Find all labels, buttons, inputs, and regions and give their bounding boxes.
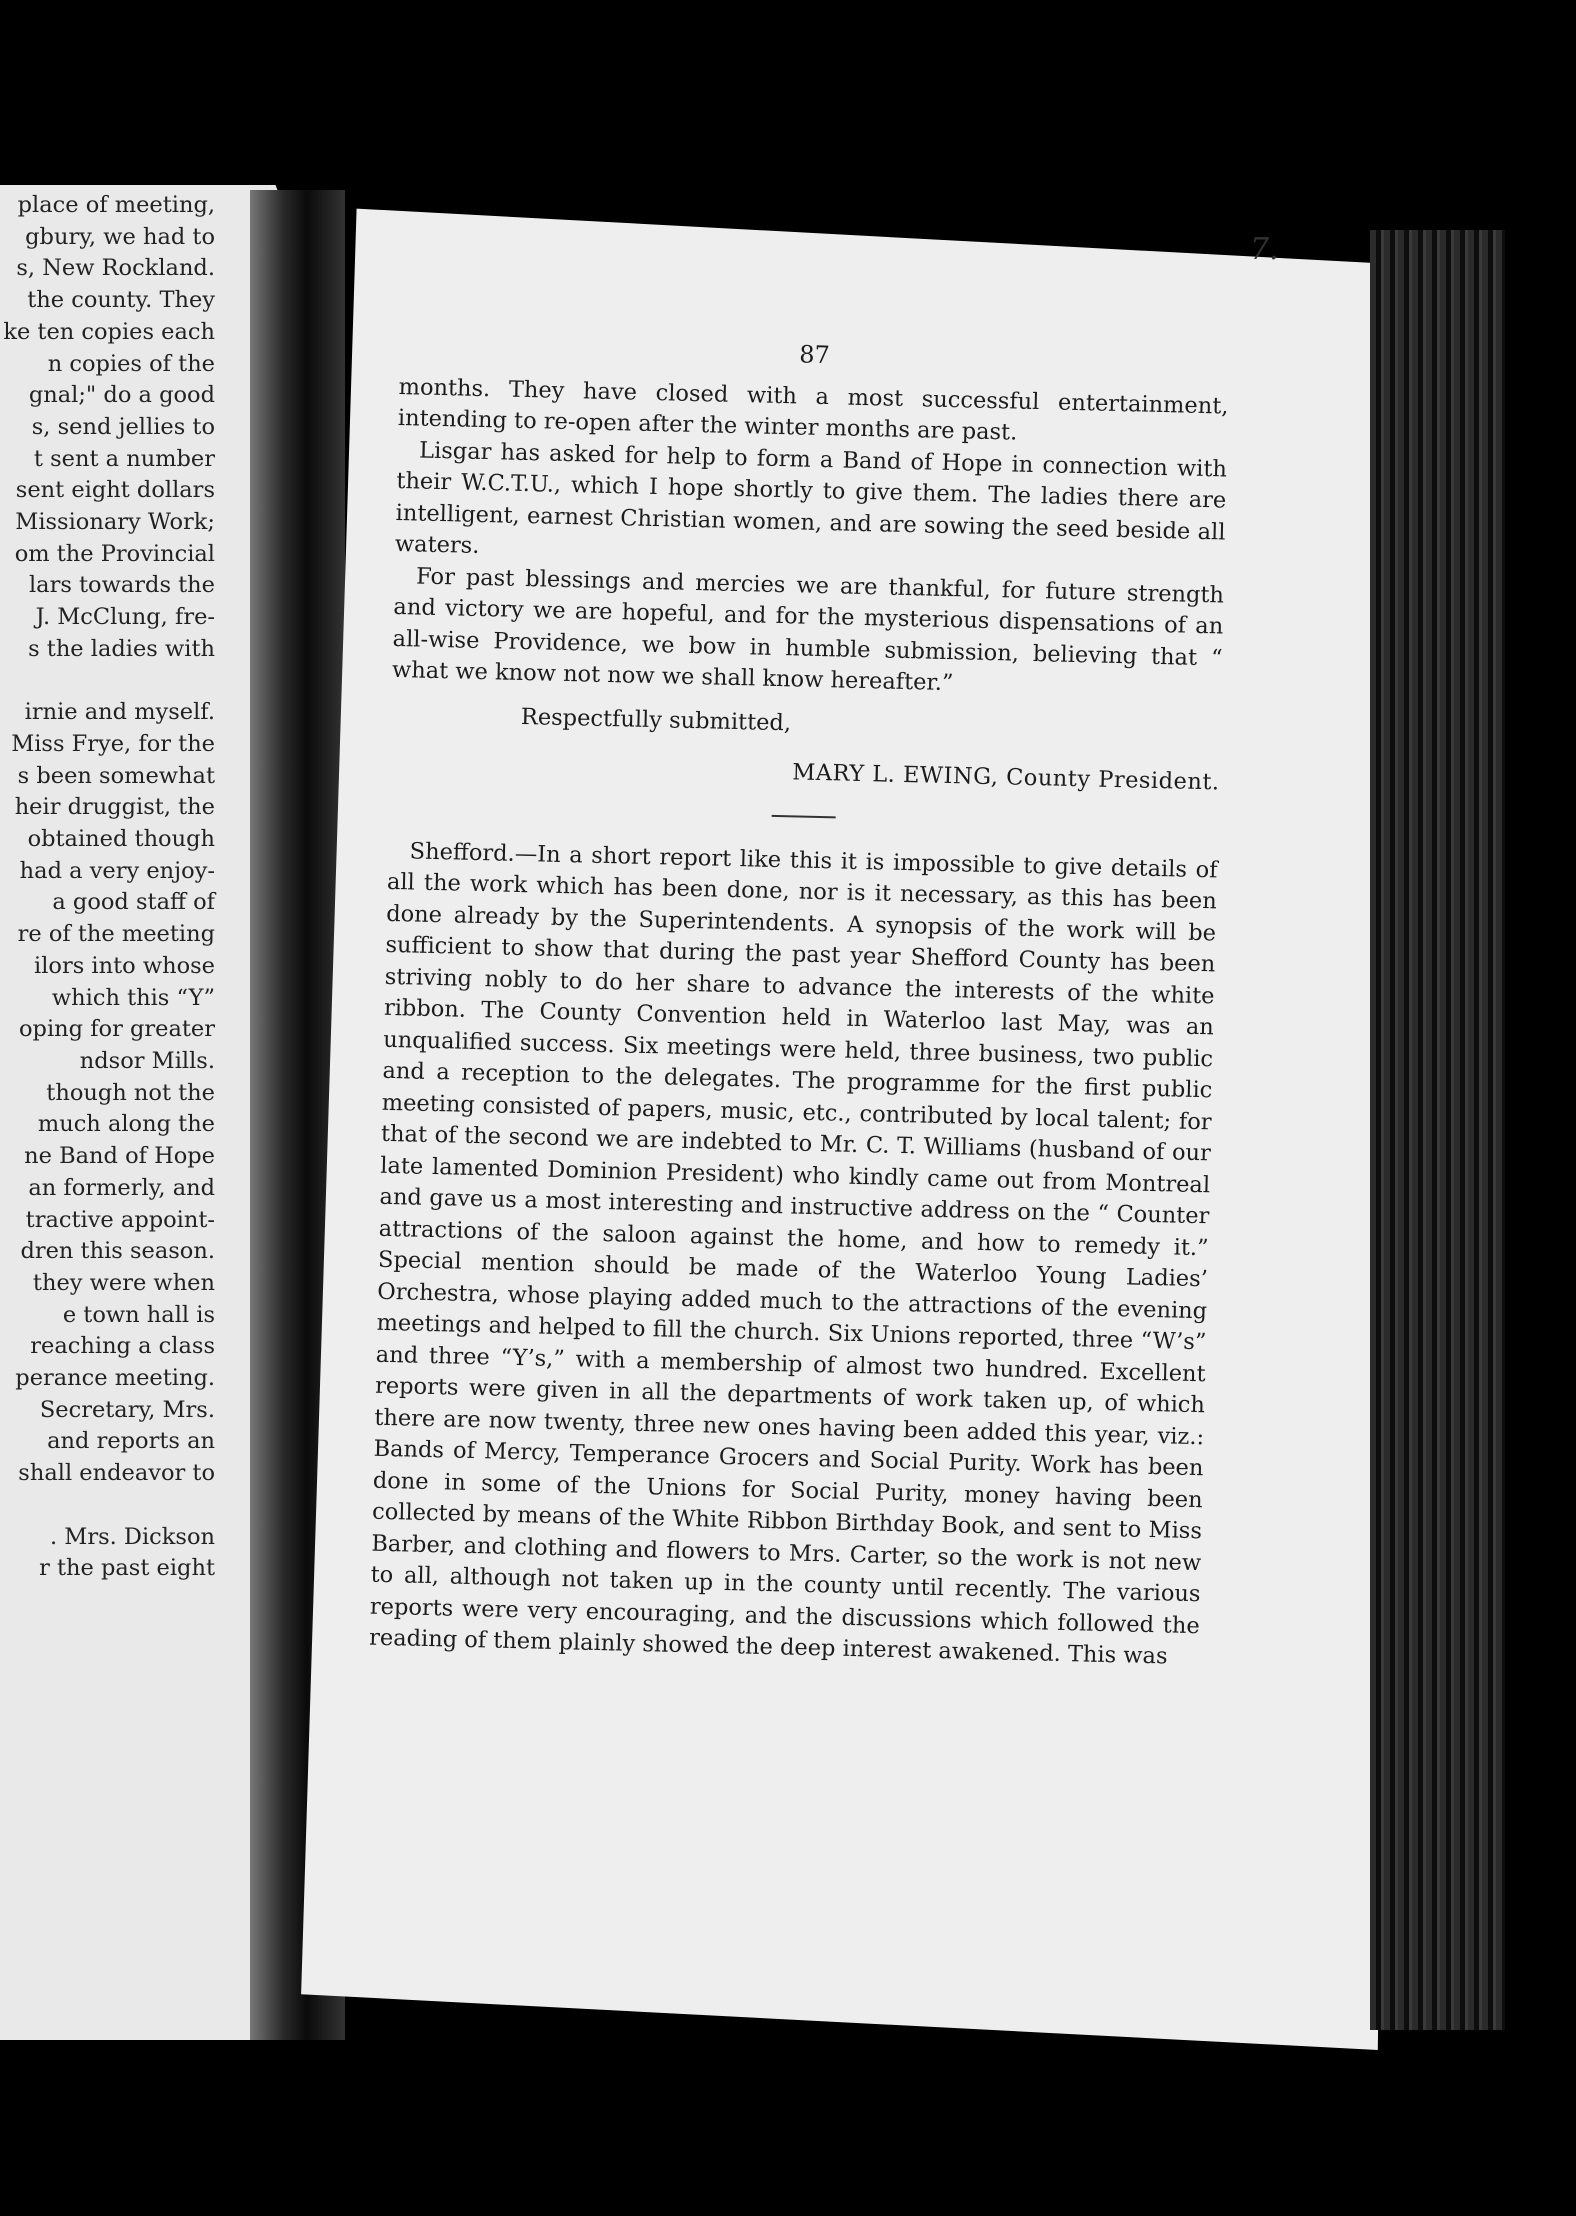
left-page-line: s been somewhat [17,762,215,789]
left-page-line: reaching a class [30,1333,215,1360]
left-page-line: ke ten copies each [3,318,215,345]
left-page-line: and reports an [47,1428,215,1455]
left-page-line: s, send jellies to [31,413,215,440]
left-page-line: t sent a number [33,445,215,472]
left-page-line: an formerly, and [28,1174,215,1201]
left-page-line: om the Provincial [14,540,215,567]
paragraph-shefford: Shefford.—In a short report like this it is impossible to give details of all the work which has been done, nor is it necessary, as this has been done already by the Superintendents. A synopsis of the work will be sufficient to show that during the past year Shefford County has been striving nobly to do her share to advance the interests of the white ribbon. The County Convention held in Waterloo last May, was an unqualified success. Six meetings were held, three business, two public and a reception to the delegates. The programme for the first public meeting consisted of papers, music, etc., contributed by local talent; for that of the second we are indebted to Mr. C. T. Williams (husband of our late lamented Dominion President) who kindly came out from Montreal and gave us a most interesting and instructive address on the “ Counter attractions of the saloon against the home, and how to remedy it.” Special mention should be made of the Waterloo Young Ladies’ Orchestra, whose playing added much to the attractions of the evening meetings and helped to fill the church. Six Unions reported, three “W’s” and three “Y’s,” with a membership of almost two hundred. Excellent reports were given in all the departments of work taken up, of which there are now twenty, three new ones having been added this year, viz.: Bands of Mercy, Temperance Grocers and Social Purity. Work has been done in some of the Unions for Social Purity, money having been collected by means of the White Ribbon Birthday Book, and sent to Miss Barber, and clothing and flowers to Mrs. Carter, so the work is not new to all, although not taken up in the county until recently. The various reports were very encouraging, and the discussions which followed the reading of them plainly showed the deep interest awakened. This was [368,837,1218,1670]
paragraph-blessings: For past blessings and mercies we are thankful, for future strength and victory we are hopeful, and for the mysterious dispensations of an all-wise Providence, we bow in humble submission, believing that “ what we know not now we shall know hereafter.” [391,562,1225,697]
signature-title: County President. [1005,764,1220,796]
left-page-line: ndsor Mills. [79,1047,215,1074]
left-page-line: place of meeting, [17,192,215,218]
paragraph-lisgar: Lisgar has asked for help to form a Band of Hope in connection with their W.C.T.U., which I hope shortly to give them. The ladies there are intelligent, earnest Christian women, and are sowing the seed beside all waters. [394,436,1228,559]
page-edges [1370,230,1505,2030]
left-page-line: . Mrs. Dickson [49,1523,215,1550]
left-page-line: though not the [46,1079,215,1106]
left-page-text [0,190,215,1585]
corner-mark: 7. [1250,232,1279,267]
left-page-line: Missionary Work; [15,509,215,536]
left-page-line: Miss Frye, for the [11,730,215,757]
paragraph-months: months. They have closed with a most successful entertainment, intending to re-open after the winter months are past. [397,373,1229,446]
left-page-line: heir druggist, the [14,794,215,821]
left-page-line: ilors into whose [34,952,215,979]
left-page-line: had a very enjoy- [19,857,215,884]
left-page-line [0,1490,215,1522]
closing-line: Respectfully submitted, [520,703,792,736]
left-page-line: shall endeavor to [18,1460,215,1487]
left-page-line: lars towards the [28,572,215,599]
left-page-line: the county. They [27,287,215,314]
left-page-line: a good staff of [52,889,215,916]
right-page-text [369,330,1230,1674]
left-page-line: perance meeting. [15,1365,215,1392]
left-page-line: e town hall is [62,1301,215,1328]
page-number: 87 [798,340,831,370]
left-page-line [0,666,215,698]
left-page-line: irnie and myself. [24,699,215,726]
left-page-line: oping for greater [19,1016,215,1043]
left-page-line: tractive appoint- [25,1206,215,1233]
left-page-line: which this “Y” [51,984,215,1011]
left-page-line: re of the meeting [17,921,215,948]
left-page-line: sent eight dollars [15,477,215,504]
left-page-line: Secretary, Mrs. [39,1396,215,1423]
section-divider [772,814,836,818]
left-page-line: r the past eight [39,1555,215,1582]
left-page-line: n copies of the [47,350,215,377]
left-page-line: ne Band of Hope [24,1143,215,1170]
left-page-line: they were when [32,1269,215,1296]
left-page-line: J. McClung, fre- [35,604,215,631]
left-page-line: s, New Rockland. [16,255,215,282]
signature [389,748,1220,799]
left-page-line: gbury, we had to [25,223,215,250]
signature-name: MARY L. EWING, [791,759,999,791]
left-page-line: gnal;" do a good [28,382,215,409]
left-page-line: obtained though [27,826,215,853]
left-page-line: s the ladies with [28,635,215,662]
left-page-line: dren this season. [20,1238,215,1265]
left-page-line: much along the [37,1111,215,1138]
